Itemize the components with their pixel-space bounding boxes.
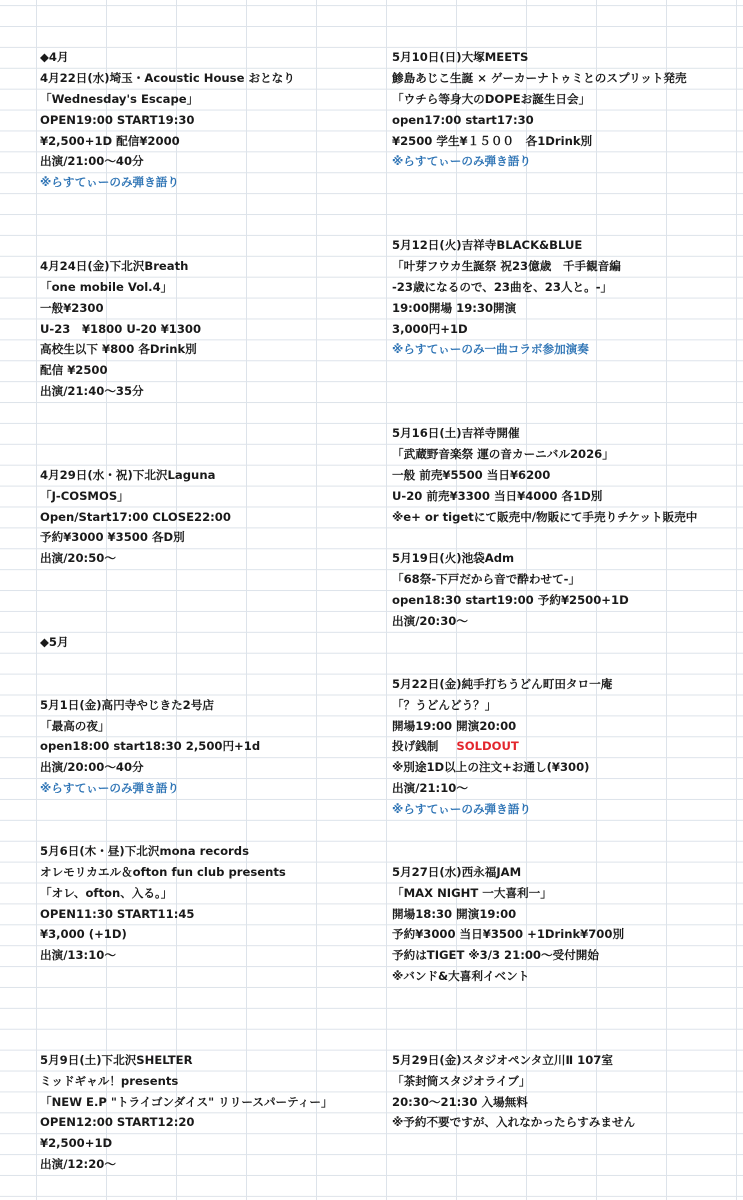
schedule-row bbox=[40, 569, 385, 590]
row-text: 出演/21:40～35分 bbox=[40, 384, 144, 399]
schedule-row bbox=[40, 235, 385, 256]
note-row bbox=[40, 172, 385, 193]
row-text: 鯵島あじこ生誕 × ゲーカーナトゥミとのスプリット発売 bbox=[392, 70, 687, 85]
schedule-row bbox=[40, 1092, 385, 1113]
row-text: ※らすてぃーのみ弾き語り bbox=[392, 802, 531, 817]
row-text: OPEN12:00 START12:20 bbox=[40, 1115, 195, 1130]
row-text: ※らすてぃーのみ一曲コラボ参加演奏 bbox=[392, 342, 589, 357]
schedule-row bbox=[40, 820, 385, 841]
row-text: 予約¥3000 当日¥3500 +1Drink¥700別 bbox=[392, 927, 625, 942]
schedule-row bbox=[392, 131, 742, 152]
schedule-row bbox=[40, 924, 385, 945]
schedule-row bbox=[392, 486, 742, 507]
row-text: 「武蔵野音楽祭 運の音カーニバル2026」 bbox=[392, 446, 614, 461]
schedule-row bbox=[40, 904, 385, 925]
schedule-row bbox=[40, 945, 385, 966]
schedule-row bbox=[392, 381, 742, 402]
schedule-row bbox=[392, 277, 742, 298]
schedule-row bbox=[392, 945, 742, 966]
row-text: 19:00開場 19:30開演 bbox=[392, 300, 517, 315]
schedule-row bbox=[392, 632, 742, 653]
row-text: 配信 ¥2500 bbox=[40, 363, 108, 378]
row-text: 予約¥3000 ¥3500 各D別 bbox=[40, 530, 185, 545]
row-text: 「ウチら等身大のDOPEお誕生日会」 bbox=[392, 91, 591, 106]
row-text: 5月9日(土)下北沢SHELTER bbox=[40, 1052, 193, 1067]
schedule-row bbox=[392, 674, 742, 695]
row-text: 「？うどんどう？」 bbox=[392, 697, 497, 712]
schedule-row bbox=[40, 1154, 385, 1175]
schedule-row bbox=[40, 716, 385, 737]
row-text: 「最高の夜」 bbox=[40, 718, 110, 733]
row-text: ¥2,500+1D 配信¥2000 bbox=[40, 133, 180, 148]
schedule-row bbox=[40, 507, 385, 528]
schedule-row bbox=[392, 716, 742, 737]
schedule-row bbox=[392, 110, 742, 131]
schedule-row bbox=[392, 527, 742, 548]
schedule-row bbox=[392, 423, 742, 444]
schedule-row bbox=[392, 172, 742, 193]
row-text: U-23 ¥1800 U-20 ¥1300 bbox=[40, 321, 202, 336]
row-text: ※らすてぃーのみ弾き語り bbox=[40, 175, 179, 190]
schedule-row bbox=[392, 841, 742, 862]
schedule-row bbox=[392, 987, 742, 1008]
schedule-row bbox=[392, 1092, 742, 1113]
schedule-row bbox=[392, 736, 742, 757]
row-text: ¥2500 学生¥１５００ 各1Drink別 bbox=[392, 133, 593, 148]
schedule-row bbox=[392, 465, 742, 486]
row-text: 5月22日(金)純手打ちうどん町田タロ一庵 bbox=[392, 676, 613, 691]
right-schedule-column bbox=[392, 47, 742, 1133]
row-text: オレモリカエル＆ofton fun club presents bbox=[40, 864, 286, 879]
schedule-row bbox=[392, 402, 742, 423]
row-text: open17:00 start17:30 bbox=[392, 112, 534, 127]
row-text: 出演/13:10～ bbox=[40, 948, 116, 963]
schedule-row bbox=[392, 883, 742, 904]
row-text: ミッドギャル！presents bbox=[40, 1073, 179, 1088]
row-text: -23歳になるので、23曲を、23人と。-」 bbox=[392, 279, 613, 294]
row-text: 5月27日(水)西永福JAM bbox=[392, 864, 522, 879]
schedule-row bbox=[40, 381, 385, 402]
schedule-row bbox=[40, 214, 385, 235]
schedule-row bbox=[40, 486, 385, 507]
schedule-row bbox=[40, 590, 385, 611]
schedule-row bbox=[40, 110, 385, 131]
schedule-row bbox=[392, 507, 742, 528]
schedule-row bbox=[40, 736, 385, 757]
schedule-row bbox=[40, 360, 385, 381]
row-text: 5月6日(木・昼)下北沢mona records bbox=[40, 843, 249, 858]
schedule-row bbox=[40, 1050, 385, 1071]
schedule-row bbox=[40, 68, 385, 89]
row-text: ※らすてぃーのみ弾き語り bbox=[392, 154, 531, 169]
schedule-row bbox=[40, 151, 385, 172]
row-text: 予約はTIGET ※3/3 21:00～受付開始 bbox=[392, 948, 599, 963]
row-text: ◆4月 bbox=[40, 50, 69, 64]
schedule-row bbox=[40, 632, 385, 653]
schedule-row bbox=[392, 757, 742, 778]
schedule-row bbox=[392, 47, 742, 68]
soldout-label: SOLDOUT bbox=[456, 739, 519, 754]
schedule-row bbox=[40, 89, 385, 110]
schedule-row bbox=[40, 841, 385, 862]
schedule-row bbox=[40, 674, 385, 695]
row-text: ※別途1D以上の注文+お通し(¥300) bbox=[392, 760, 590, 775]
row-text: 出演/20:00～40分 bbox=[40, 760, 144, 775]
schedule-row bbox=[392, 924, 742, 945]
schedule-row bbox=[392, 256, 742, 277]
row-text: 「オレ、ofton、入る。」 bbox=[40, 885, 173, 900]
row-text: ※予約不要ですが、入れなかったらすみません bbox=[392, 1115, 636, 1130]
schedule-row bbox=[392, 193, 742, 214]
schedule-row bbox=[392, 548, 742, 569]
row-text: 一般¥2300 bbox=[40, 300, 104, 315]
schedule-row bbox=[40, 465, 385, 486]
schedule-row bbox=[40, 256, 385, 277]
row-text: U-20 前売¥3300 当日¥4000 各1D別 bbox=[392, 488, 603, 503]
schedule-row bbox=[40, 131, 385, 152]
row-text: 5月1日(金)高円寺やじきた2号店 bbox=[40, 697, 214, 712]
schedule-row bbox=[392, 89, 742, 110]
row-text: 投げ銭制 bbox=[392, 739, 439, 754]
row-text: 5月16日(土)吉祥寺開催 bbox=[392, 426, 520, 441]
schedule-row bbox=[40, 339, 385, 360]
row-text: 一般 前売¥5500 当日¥6200 bbox=[392, 467, 551, 482]
schedule-row bbox=[392, 298, 742, 319]
row-text: 5月19日(火)池袋Adm bbox=[392, 551, 515, 566]
row-text: 5月10日(日)大塚MEETS bbox=[392, 50, 529, 64]
schedule-row bbox=[40, 862, 385, 883]
row-text: 3,000円+1D bbox=[392, 321, 468, 336]
schedule-row bbox=[392, 778, 742, 799]
row-text: 4月29日(水・祝)下北沢Laguna bbox=[40, 467, 216, 482]
row-text: 開場19:00 開演20:00 bbox=[392, 718, 517, 733]
schedule-row bbox=[392, 653, 742, 674]
schedule-row bbox=[392, 820, 742, 841]
row-text: 「叶芽フウカ生誕祭 祝23億歳 千手観音編 bbox=[392, 258, 621, 273]
schedule-row bbox=[40, 611, 385, 632]
row-text: 出演/20:30～ bbox=[392, 614, 468, 629]
row-text: 4月24日(金)下北沢Breath bbox=[40, 258, 189, 273]
row-text: 5月29日(金)スタジオペンタ立川Ⅱ 107室 bbox=[392, 1052, 613, 1067]
schedule-row bbox=[392, 319, 742, 340]
schedule-row bbox=[40, 1029, 385, 1050]
schedule-row bbox=[40, 987, 385, 1008]
schedule-row bbox=[40, 799, 385, 820]
row-text: 「茶封筒スタジオライブ」 bbox=[392, 1073, 531, 1088]
row-text: 「MAX NIGHT 一大喜利一」 bbox=[392, 885, 552, 900]
row-text: 「one mobile Vol.4」 bbox=[40, 279, 173, 294]
schedule-row bbox=[40, 319, 385, 340]
schedule-row bbox=[392, 1050, 742, 1071]
row-text: 高校生以下 ¥800 各Drink別 bbox=[40, 342, 197, 357]
row-text: 出演/21:00～40分 bbox=[40, 154, 144, 169]
row-text: 出演/12:20～ bbox=[40, 1157, 116, 1172]
schedule-row bbox=[40, 47, 385, 68]
row-text: 出演/21:10～ bbox=[392, 781, 468, 796]
row-text: 20:30～21:30 入場無料 bbox=[392, 1094, 528, 1109]
row-text: OPEN11:30 START11:45 bbox=[40, 906, 195, 921]
schedule-row bbox=[40, 548, 385, 569]
schedule-row bbox=[40, 653, 385, 674]
row-text: ¥3,000 (+1D) bbox=[40, 927, 127, 942]
row-text: 「J-COSMOS」 bbox=[40, 488, 129, 503]
schedule-row bbox=[40, 1112, 385, 1133]
schedule-row bbox=[392, 611, 742, 632]
schedule-row bbox=[40, 423, 385, 444]
schedule-row bbox=[392, 966, 742, 987]
row-text: 5月12日(火)吉祥寺BLACK&BLUE bbox=[392, 238, 583, 253]
row-text: 開場18:30 開演19:00 bbox=[392, 906, 517, 921]
schedule-row bbox=[40, 527, 385, 548]
schedule-row bbox=[392, 1008, 742, 1029]
row-text: open18:00 start18:30 2,500円+1d bbox=[40, 739, 261, 754]
schedule-row bbox=[392, 444, 742, 465]
schedule-row bbox=[40, 1133, 385, 1154]
schedule-row bbox=[40, 277, 385, 298]
row-text: 4月22日(水)埼玉・Acoustic House おとなり bbox=[40, 70, 295, 85]
row-text: Open/Start17:00 CLOSE22:00 bbox=[40, 509, 231, 524]
schedule-row bbox=[40, 966, 385, 987]
schedule-row bbox=[392, 904, 742, 925]
row-text: 「NEW E.P "トライゴンダイス" リリースパーティー」 bbox=[40, 1094, 333, 1109]
schedule-row bbox=[392, 1071, 742, 1092]
schedule-row bbox=[40, 757, 385, 778]
row-text: ¥2,500+1D bbox=[40, 1136, 113, 1151]
row-text: ◆5月 bbox=[40, 634, 69, 649]
row-text: OPEN19:00 START19:30 bbox=[40, 112, 195, 127]
note-row bbox=[40, 778, 385, 799]
row-text: 「Wednesday's Escape」 bbox=[40, 91, 199, 106]
schedule-row bbox=[40, 193, 385, 214]
schedule-row bbox=[40, 402, 385, 423]
note-row bbox=[392, 799, 742, 820]
row-text: 出演/20:50～ bbox=[40, 551, 116, 566]
schedule-row bbox=[392, 590, 742, 611]
note-row bbox=[392, 339, 742, 360]
schedule-row bbox=[392, 68, 742, 89]
schedule-row bbox=[40, 883, 385, 904]
left-schedule-column bbox=[40, 47, 385, 1175]
row-text: ※e+ or tigetにて販売中/物販にて手売りチケット販売中 bbox=[392, 509, 698, 524]
schedule-row bbox=[40, 1071, 385, 1092]
row-text: ※バンド&大喜利イベント bbox=[392, 969, 530, 984]
schedule-row bbox=[392, 360, 742, 381]
schedule-row bbox=[40, 298, 385, 319]
schedule-row bbox=[392, 569, 742, 590]
schedule-row bbox=[40, 1008, 385, 1029]
row-text: ※らすてぃーのみ弾き語り bbox=[40, 781, 179, 796]
schedule-row bbox=[392, 1029, 742, 1050]
schedule-row bbox=[392, 1112, 742, 1133]
schedule-row bbox=[392, 862, 742, 883]
schedule-row bbox=[392, 695, 742, 716]
note-row bbox=[392, 151, 742, 172]
schedule-row bbox=[392, 235, 742, 256]
schedule-row bbox=[40, 695, 385, 716]
schedule-row bbox=[392, 214, 742, 235]
row-text: open18:30 start19:00 予約¥2500+1D bbox=[392, 593, 629, 608]
row-text: 「68祭-下戸だから音で酔わせて-」 bbox=[392, 572, 581, 587]
schedule-row bbox=[40, 444, 385, 465]
